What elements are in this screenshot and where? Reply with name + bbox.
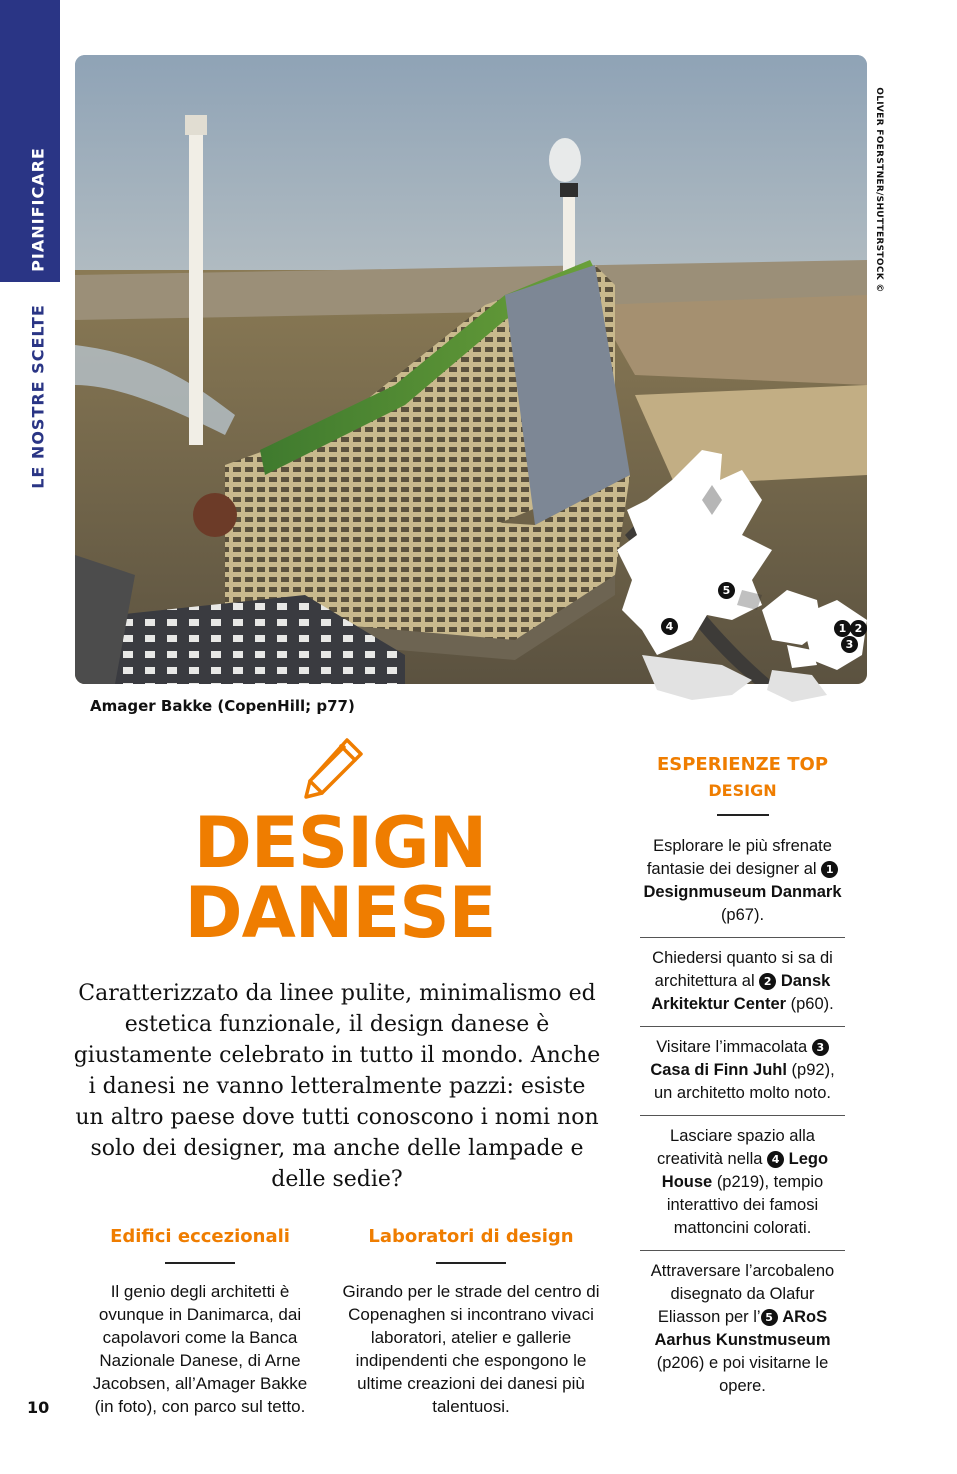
list-item [640, 1116, 845, 1251]
map-marker-5: 5 [718, 582, 735, 599]
top-experiences-heading [640, 752, 845, 804]
page-number: 10 [27, 1398, 50, 1417]
item-name: Designmuseum Danmark [643, 883, 842, 901]
column-text-edifici: Il genio degli architetti è ovunque in Danimarca, dai capolavori come la Banca Nazionale Danese, di Arne Jacobsen, all’Amager Bakke (in foto), con parco sul tetto. [92, 1282, 308, 1416]
list-item [640, 826, 845, 938]
page-title [60, 802, 620, 954]
column-heading-edifici: Edifici eccezionali [110, 1226, 290, 1247]
map-marker-4: 4 [661, 618, 678, 635]
sidebar-section-label: LE NOSTRE SCELTE [28, 304, 48, 489]
item-name: Dansk Arkitektur Center [651, 972, 831, 1013]
item-text: Esplorare le più sfrenate fantasie dei designer al [646, 837, 832, 878]
item-text: (p92), un architetto molto noto. [653, 1061, 835, 1102]
map-marker-3: 3 [841, 636, 858, 653]
list-item [640, 938, 845, 1027]
number-badge: 4 [767, 1151, 784, 1168]
title-line-1: DESIGN [193, 802, 487, 884]
item-name: Casa di Finn Juhl [650, 1061, 787, 1079]
top-experiences-heading-line-2: DESIGN [708, 781, 777, 800]
item-name: ARoS Aarhus Kunstmuseum [654, 1308, 831, 1349]
item-text: (p67). [720, 906, 765, 924]
item-text: Attraversare l’arcobaleno disegnato da Olafur Eliasson per l’ [650, 1262, 835, 1326]
item-text: (p219), tempio interattivo dei famosi mattoncini colorati. [666, 1173, 824, 1237]
item-text: Chiedersi quanto si sa di architettura al [652, 949, 833, 990]
denmark-locator-map [612, 440, 877, 725]
title-line-2: DANESE [184, 872, 496, 954]
map-marker-2: 2 [850, 620, 867, 637]
item-text: Lasciare spazio alla creatività nella [656, 1127, 815, 1168]
number-badge: 1 [821, 861, 838, 878]
heading-divider [717, 814, 769, 816]
item-text: (p60). [790, 995, 834, 1013]
item-name: Lego House [661, 1150, 829, 1191]
sidebar-active-tab-label: PIANIFICARE [28, 147, 48, 272]
column-divider [436, 1262, 506, 1264]
number-badge: 3 [812, 1039, 829, 1056]
list-item [640, 1027, 845, 1116]
pencil-icon [300, 733, 370, 803]
item-text: (p206) e poi visitarne le opere. [656, 1354, 829, 1395]
number-badge: 2 [759, 973, 776, 990]
column-heading-laboratori: Laboratori di design [368, 1226, 574, 1247]
photo-caption: Amager Bakke (CopenHill; p77) [90, 697, 355, 715]
intro-paragraph: Caratterizzato da linee pulite, minimalismo ed estetica funzionale, il design danese è giustamente celebrato in tutto il mondo. Anche i danesi ne vanno letteralmente pazzi: esiste un altro paese dove tutti conoscono i nomi non solo dei designer, ma anche delle lampade e delle sedie? [73, 981, 601, 1192]
column-text-laboratori: Girando per le strade del centro di Copenaghen si incontrano vivaci laboratori, atelier e gallerie indipendenti che espongono le ultime creazioni dei danesi più talentuosi. [342, 1282, 600, 1416]
list-item [640, 1251, 845, 1408]
photo-credit: OLIVER FOERSTNER/SHUTTERSTOCK © [874, 87, 884, 293]
top-experiences-heading-line-1: ESPERIENZE TOP [656, 754, 829, 775]
item-text: Visitare l’immacolata [656, 1038, 808, 1056]
map-marker-1: 1 [834, 620, 851, 637]
number-badge: 5 [761, 1309, 778, 1326]
top-experiences-panel [640, 752, 845, 1408]
column-divider [165, 1262, 235, 1264]
